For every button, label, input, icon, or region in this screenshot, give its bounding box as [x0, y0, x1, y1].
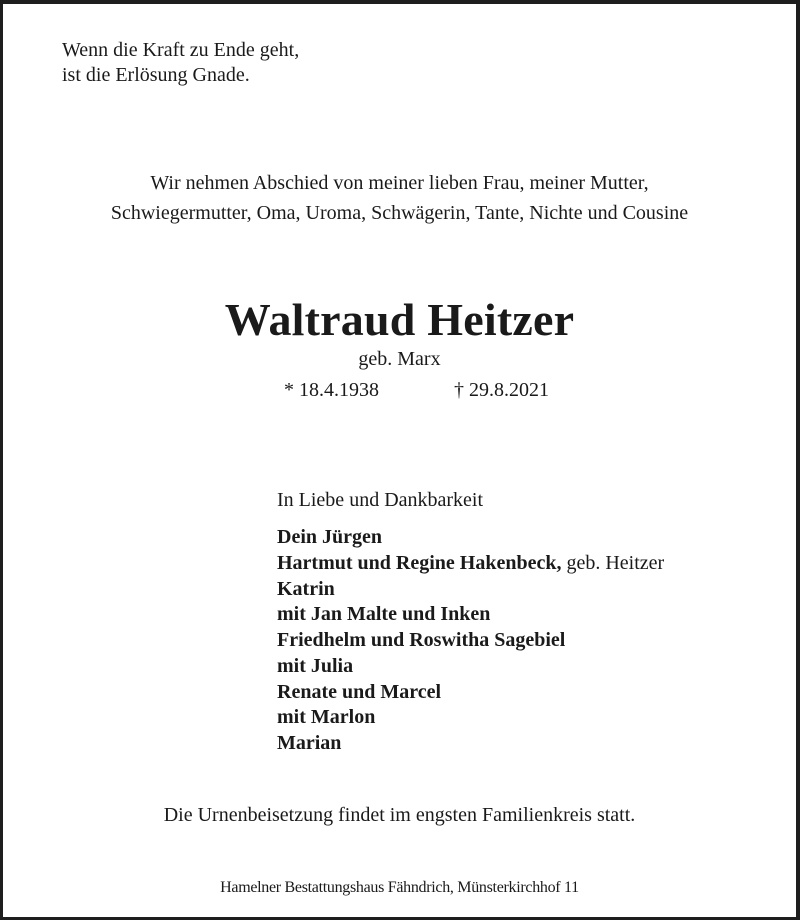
mourner-line: Marian — [277, 732, 342, 754]
mourner-line: mit Jan Malte und Inken — [277, 603, 491, 626]
mourner-line: mit Julia — [277, 654, 354, 677]
birth-date: * 18.4.1938 — [284, 379, 379, 401]
motto-line-1: Wenn die Kraft zu Ende geht, — [62, 39, 300, 61]
mourner-line: mit Marlon — [277, 706, 376, 729]
intro-line-2: Schwiegermutter, Oma, Uroma, Schwägerin, Tante, Nichte und Cousine — [110, 202, 689, 224]
motto-verse — [62, 38, 299, 88]
intro-line-1: Wir nehmen Abschied von meiner lieben Frau, meiner Mutter, — [150, 172, 649, 194]
mourner-line: Katrin — [277, 577, 335, 600]
mourner-line: Renate und Marcel — [277, 680, 442, 703]
death-date: † 29.8.2021 — [454, 379, 549, 401]
mourner-line: Hartmut und Regine Hakenbeck, geb. Heitzer — [277, 551, 665, 574]
gratitude-line: In Liebe und Dankbarkeit — [277, 489, 484, 511]
deceased-name: Waltraud Heitzer — [224, 294, 575, 345]
maiden-name: geb. Marx — [358, 348, 441, 370]
obituary-page — [3, 4, 796, 917]
farewell-intro — [3, 168, 796, 228]
burial-note: Die Urnenbeisetzung findet im engsten Familienkreis statt. — [163, 804, 636, 826]
funeral-home-footer: Hamelner Bestattungshaus Fähndrich, Münsterkirchhof 11 — [220, 879, 579, 896]
motto-line-2: ist die Erlösung Gnade. — [62, 64, 250, 86]
mourner-line: Friedhelm und Roswitha Sagebiel — [277, 629, 566, 651]
mourner-line: Dein Jürgen — [277, 526, 382, 548]
mourners-list — [277, 525, 664, 757]
